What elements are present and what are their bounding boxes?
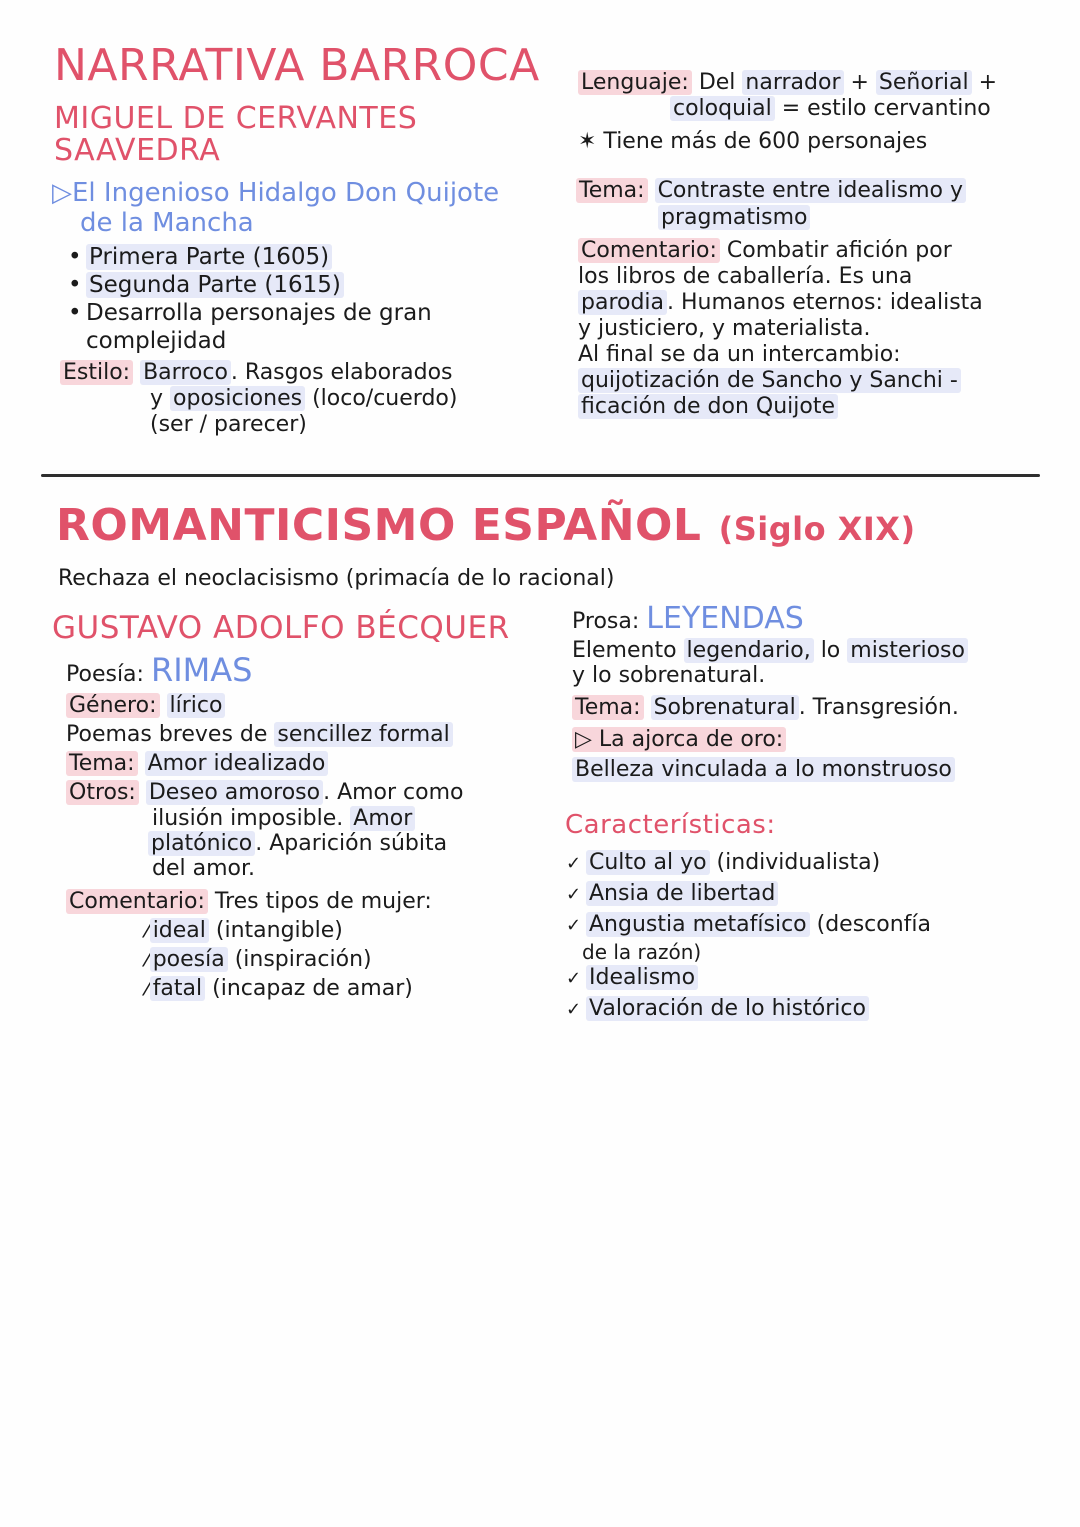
romanticism-title: ROMANTICISMO ESPAÑOL [56, 500, 702, 551]
comentario-block: Comentario: Combatir afición por los libros de caballería. Es una parodia . Humanos eternos: idealista y justiciero, y materialista. Al final se da un intercambio: quijotización de Sancho y Sanchi - ficación de don Quijote [578, 238, 983, 419]
check-icon: ✓ [566, 915, 582, 936]
tema-block: Tema: Contraste entre idealismo y pragmatismo [576, 177, 966, 231]
estilo-label: Estilo: [60, 360, 133, 385]
bullet-item-cont: complejidad [86, 328, 227, 354]
author-name [54, 103, 417, 167]
estilo-block: Estilo: Barroco . Rasgos elaborados y oposiciones (loco/cuerdo) (ser / parecer) [60, 360, 457, 438]
caracteristicas-list: ✓ Culto al yo (individualista) ✓ Ansia de libertad ✓ Angustia metafísico (desconfía de la razón) ✓ Idealismo ✓ Valoración de lo histórico [566, 848, 931, 1025]
bullet-item: • Segunda Parte (1615) [68, 271, 432, 299]
author-line-1: MIGUEL DE CERVANTES [54, 101, 418, 136]
otros-label: Otros: [66, 780, 139, 805]
work-title [52, 178, 499, 238]
characteristic-item: ✓ Angustia metafísico (desconfía [566, 910, 931, 941]
bullet-item: • Desarrolla personajes de gran [68, 300, 432, 326]
bullet-icon: • [68, 300, 82, 326]
characters-note: ✶ Tiene más de 600 personajes [578, 129, 928, 154]
lenguaje-block: Lenguaje: Del narrador + Señorial + coloquial = estilo cervantino [578, 70, 997, 122]
work-line-1: El Ingenioso Hidalgo Don Quijote [72, 178, 500, 208]
check-icon: ✓ [566, 968, 582, 989]
estilo-highlight: Barroco [140, 360, 231, 385]
tema-label: Tema: [572, 695, 644, 720]
check-icon: ✓ [566, 853, 582, 874]
characteristic-item: ✓ Ansia de libertad [566, 879, 931, 910]
bullet-icon: • [68, 244, 82, 270]
bullet-item: • Primera Parte (1605) [68, 243, 432, 271]
characteristic-item: ✓ Culto al yo (individualista) [566, 848, 931, 879]
prosa-block: Prosa: LEYENDAS Elemento legendario, lo misterioso y lo sobrenatural. Tema: Sobrenatural . Transgresión. ▷ La ajorca de oro: Belleza vinculada a lo monstruoso [572, 605, 968, 784]
characteristic-item: ✓ Idealismo [566, 963, 931, 994]
author-becquer: GUSTAVO ADOLFO BÉCQUER [52, 610, 510, 646]
comentario-label: Comentario: [578, 238, 720, 263]
poesia-work: RIMAS [150, 651, 253, 689]
section-divider [41, 474, 1040, 477]
poesia-label: Poesía: [66, 662, 144, 687]
legend-description: Belleza vinculada a lo monstruoso [572, 757, 955, 782]
century-label: (Siglo XIX) [718, 510, 916, 548]
check-icon: ✓ [566, 884, 582, 905]
bullet-icon: • [68, 272, 82, 298]
prosa-label: Prosa: [572, 609, 640, 634]
woman-type: ⁄ ideal (intangible) [146, 918, 343, 943]
comentario-label: Comentario: [66, 889, 208, 914]
check-icon: ✓ [566, 999, 582, 1020]
author-line-2: SAAVEDRA [54, 133, 221, 168]
genero-label: Género: [66, 693, 160, 718]
estilo-text: . Rasgos elaborados [230, 360, 453, 385]
triangle-marker-icon: ▷ [52, 178, 72, 208]
lenguaje-label: Lenguaje: [578, 70, 692, 95]
legend-title: ▷ La ajorca de oro: [572, 727, 786, 752]
section-title-romanticism [56, 500, 916, 551]
prosa-work: LEYENDAS [646, 601, 804, 636]
tema-label: Tema: [66, 751, 138, 776]
caracteristicas-title: Características: [565, 810, 776, 840]
tema-label: Tema: [576, 178, 648, 203]
woman-type: ⁄ poesía (inspiración) [146, 947, 372, 972]
characteristic-item: ✓ Valoración de lo histórico [566, 994, 931, 1025]
woman-type: ⁄ fatal (incapaz de amar) [146, 976, 413, 1001]
work-bullets [68, 243, 432, 355]
poesia-block: Poesía: RIMAS Género: lírico Poemas breves de sencillez formal Tema: Amor idealizado Otros: Deseo amoroso . Amor como ilusión imposible. Amor platónico . Aparición súbita del amor. Comentario: Tres tipos de mujer: ⁄ ideal (intangible) ⁄ poesía (inspiración) ⁄ fatal (incapaz de amar) [66, 651, 464, 1001]
intro-text: Rechaza el neoclacisismo (primacía de lo racional) [58, 566, 615, 591]
section-title-baroque: NARRATIVA BARROCA [54, 40, 540, 91]
work-line-2: de la Mancha [80, 208, 254, 238]
